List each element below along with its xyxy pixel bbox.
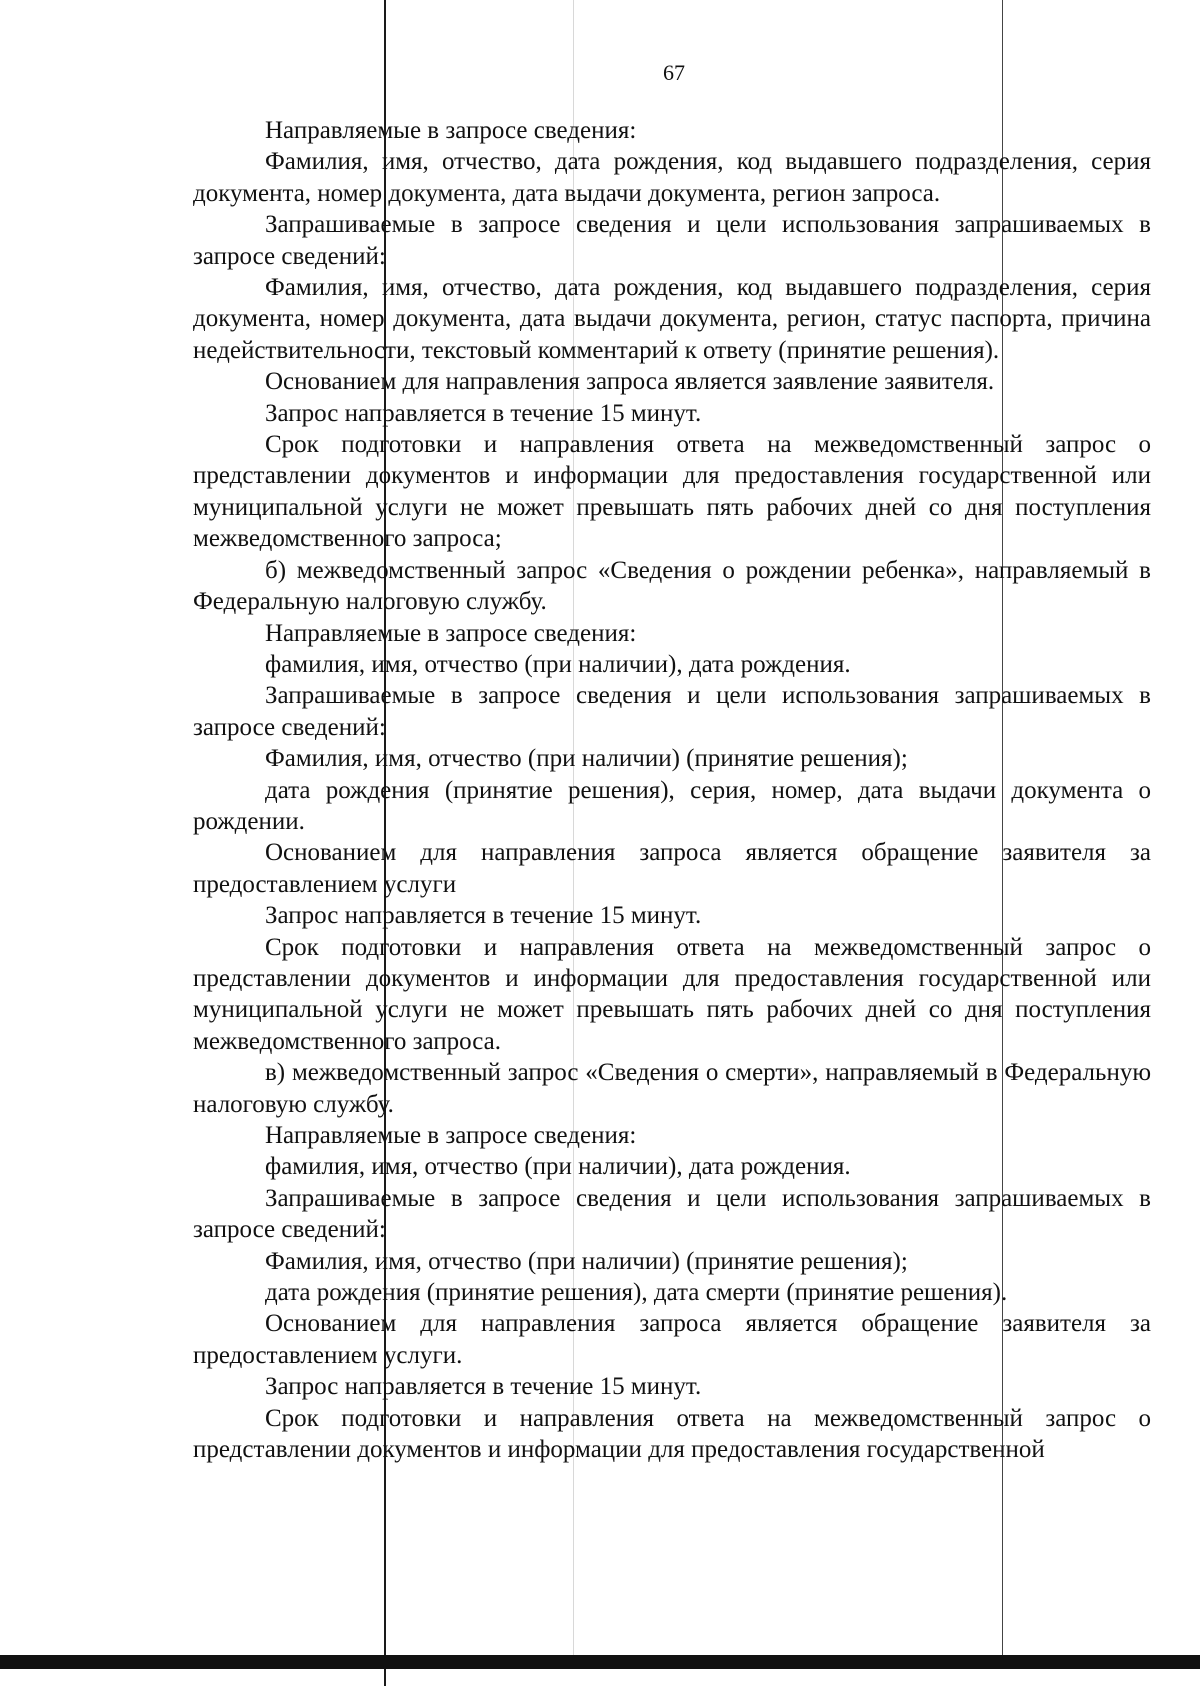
document-body [193, 115, 1151, 1465]
paragraph: Фамилия, имя, отчество, дата рождения, код выдавшего подразделения, серия документа, номер документа, дата выдачи документа, регион, статус паспорта, причина недействительности, текстовый комментарий к ответу (принятие решения). [193, 274, 1151, 364]
paragraph: Срок подготовки и направления ответа на межведомственный запрос о представлении документов и информации для предоставления государственной или муниципальной услуги не может превышать пять рабочих дней со дня поступления межведомственного запроса; [193, 431, 1151, 553]
paragraph: Запрос направляется в течение 15 минут. [265, 399, 702, 427]
paragraph: Фамилия, имя, отчество, дата рождения, код выдавшего подразделения, серия документа, номер документа, дата выдачи документа, регион запроса. [193, 148, 1151, 207]
page-number: 67 [663, 60, 685, 85]
paragraph: Основанием для направления запроса является заявление заявителя. [265, 368, 995, 396]
paragraph: фамилия, имя, отчество (при наличии), дата рождения. [265, 1153, 851, 1181]
paragraph: Основанием для направления запроса является обращение заявителя за предоставлением услуги. [193, 1310, 1151, 1369]
paragraph: Срок подготовки и направления ответа на межведомственный запрос о представлении документов и информации для предоставления государственной [193, 1404, 1151, 1464]
paragraph: Запрашиваемые в запросе сведения и цели использования запрашиваемых в запросе сведений: [193, 682, 1151, 741]
paragraph: Запрос направляется в течение 15 минут. [265, 902, 702, 930]
paragraph: Запрашиваемые в запросе сведения и цели использования запрашиваемых в запросе сведений: [193, 211, 1151, 270]
paragraph: Фамилия, имя, отчество (при наличии) (принятие решения); [265, 745, 908, 773]
paragraph: фамилия, имя, отчество (при наличии), дата рождения. [265, 650, 851, 678]
paragraph: дата рождения (принятие решения), серия, номер, дата выдачи документа о рождении. [193, 776, 1151, 835]
paragraph: б) межведомственный запрос «Сведения о рождении ребенка», направляемый в Федеральную налоговую службу. [193, 556, 1151, 616]
scan-bottom-border [0, 1655, 1200, 1669]
paragraph: Фамилия, имя, отчество (при наличии) (принятие решения); [265, 1247, 908, 1275]
paragraph: Запрос направляется в течение 15 минут. [265, 1373, 702, 1401]
paragraph: дата рождения (принятие решения), дата смерти (принятие решения). [265, 1279, 1008, 1307]
paragraph: Запрашиваемые в запросе сведения и цели использования запрашиваемых в запросе сведений: [193, 1184, 1151, 1244]
paragraph: в) межведомственный запрос «Сведения о смерти», направляемый в Федеральную налоговую службу. [193, 1059, 1151, 1118]
paragraph: Основанием для направления запроса является обращение заявителя за предоставлением услуги [193, 839, 1151, 898]
paragraph: Направляемые в запросе сведения: [265, 1122, 637, 1149]
paragraph: Срок подготовки и направления ответа на межведомственный запрос о представлении документов и информации для предоставления государственной или муниципальной услуги не может превышать пять рабочих дней со дня поступления межведомственного запроса. [193, 933, 1151, 1055]
paragraph: Направляемые в запросе сведения: [265, 619, 637, 647]
paragraph: Направляемые в запросе сведения: [265, 117, 637, 144]
